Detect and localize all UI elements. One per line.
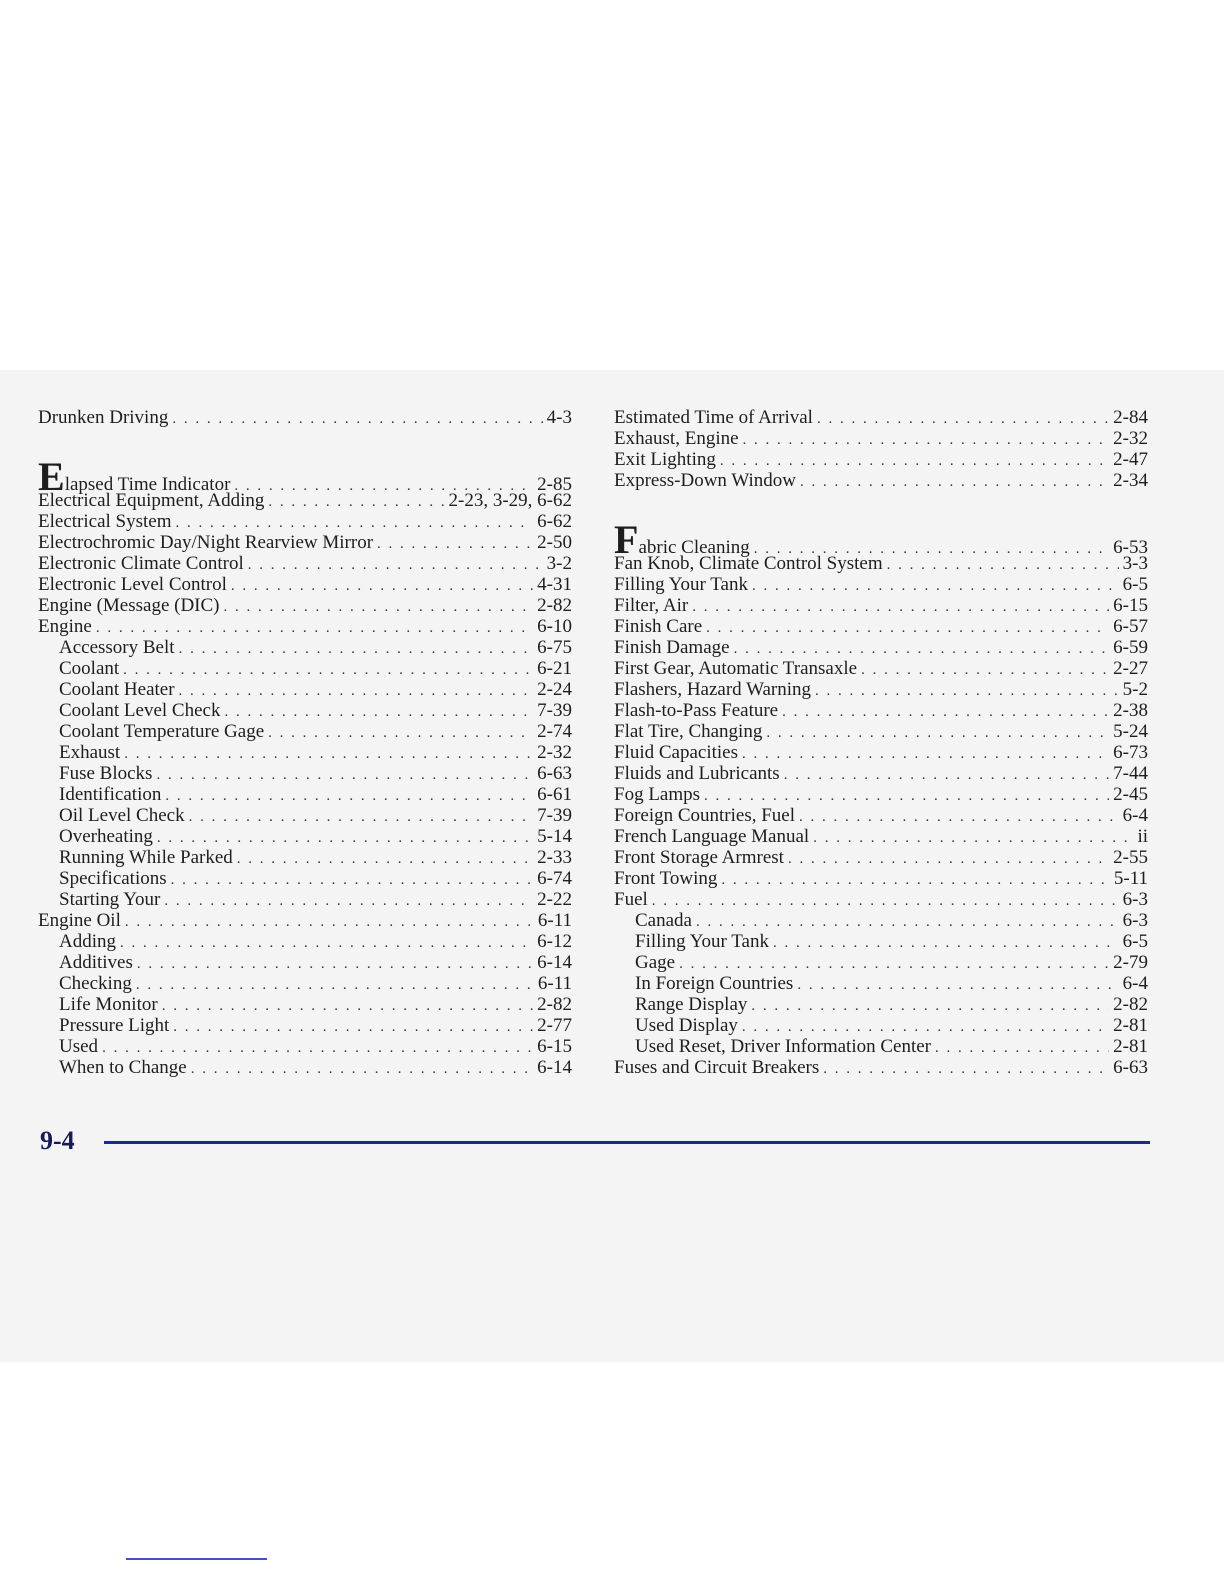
- index-term: Filter, Air: [614, 595, 689, 616]
- index-term: Fog Lamps: [614, 784, 701, 805]
- page-reference: ii: [1137, 826, 1148, 847]
- index-subentry: [38, 952, 572, 973]
- page-reference: 5-2: [1122, 679, 1148, 700]
- index-subentry: [38, 700, 572, 721]
- index-term: Accessory Belt: [59, 637, 175, 658]
- index-subentry: [38, 805, 572, 826]
- index-term: Canada: [635, 910, 692, 931]
- dot-leader: [692, 597, 1109, 618]
- dot-leader: [815, 681, 1119, 702]
- dot-leader: [813, 828, 1133, 849]
- index-subentry: [38, 889, 572, 910]
- index-term: Fluid Capacities: [614, 742, 739, 763]
- index-term: Used: [59, 1036, 99, 1057]
- index-subentry: [38, 826, 572, 847]
- index-subentry: [38, 1015, 572, 1036]
- dot-leader: [797, 975, 1118, 996]
- index-term: Gage: [635, 952, 676, 973]
- page-reference: 6-4: [1122, 973, 1148, 994]
- page-reference: 7-44: [1113, 763, 1148, 784]
- page-reference: 2-32: [1113, 428, 1148, 449]
- dot-leader: [935, 1038, 1109, 1059]
- page-reference: 6-62: [537, 511, 572, 532]
- index-term: Engine Oil: [38, 910, 121, 931]
- index-term: Pressure Light: [59, 1015, 170, 1036]
- page-reference: 2-82: [1113, 994, 1148, 1015]
- index-term: Starting Your: [59, 889, 161, 910]
- index-entry: [614, 637, 1148, 658]
- index-subentry: [38, 721, 572, 742]
- index-entry: [614, 449, 1148, 470]
- index-entry: [38, 407, 572, 428]
- index-term: Finish Damage: [614, 637, 730, 658]
- dot-leader: [704, 786, 1109, 807]
- index-term: Express-Down Window: [614, 470, 797, 491]
- page-reference: 6-5: [1122, 931, 1148, 952]
- index-entry: [38, 490, 572, 511]
- index-entry: [614, 742, 1148, 763]
- index-term: Coolant Temperature Gage: [59, 721, 265, 742]
- dot-leader: [171, 870, 534, 891]
- dot-leader: [696, 912, 1119, 933]
- bottom-rule: [126, 1558, 267, 1560]
- footer-rule: [104, 1141, 1150, 1144]
- page-reference: 6-3: [1122, 910, 1148, 931]
- index-subentry: [38, 679, 572, 700]
- index-term: Used Display: [635, 1015, 738, 1036]
- index-entry: [614, 407, 1148, 428]
- index-subentry: [38, 973, 572, 994]
- page-reference: 6-74: [537, 868, 572, 889]
- page-reference: 2-77: [537, 1015, 572, 1036]
- dot-leader: [231, 576, 533, 597]
- dot-leader: [136, 975, 534, 996]
- index-term: Flat Tire, Changing: [614, 721, 763, 742]
- index-term: Fluids and Lubricants: [614, 763, 780, 784]
- page-reference: 2-32: [537, 742, 572, 763]
- page-reference: 2-55: [1113, 847, 1148, 868]
- page-reference: 6-12: [537, 931, 572, 952]
- index-term: Coolant Level Check: [59, 700, 221, 721]
- page-reference: 6-75: [537, 637, 572, 658]
- index-entry: [38, 574, 572, 595]
- index-entry: [614, 553, 1148, 574]
- dot-leader: [189, 807, 534, 828]
- index-term: Foreign Countries, Fuel: [614, 805, 796, 826]
- index-subentry: [38, 637, 572, 658]
- page-reference: 6-14: [537, 1057, 572, 1078]
- page-reference: 3-3: [1122, 553, 1148, 574]
- index-column-right: [614, 407, 1148, 1078]
- index-term: Engine (Message (DIC): [38, 595, 220, 616]
- page-reference: 5-24: [1113, 721, 1148, 742]
- section-spacer: [38, 428, 572, 457]
- index-term: Exhaust: [59, 742, 121, 763]
- index-term: French Language Manual: [614, 826, 810, 847]
- page-reference: 6-59: [1113, 637, 1148, 658]
- page-reference: 5-11: [1113, 868, 1148, 889]
- index-subentry: [38, 658, 572, 679]
- index-subentry: [614, 994, 1148, 1015]
- index-term: Oil Level Check: [59, 805, 185, 826]
- dot-leader: [137, 954, 533, 975]
- index-entry: [38, 511, 572, 532]
- page-reference: 2-74: [537, 721, 572, 742]
- page-reference: 7-39: [537, 700, 572, 721]
- page-reference: 5-14: [537, 826, 572, 847]
- page-reference: 2-82: [537, 595, 572, 616]
- dot-leader: [224, 702, 533, 723]
- index-term: When to Change: [59, 1057, 187, 1078]
- page-reference: 6-21: [537, 658, 572, 679]
- dot-leader: [96, 618, 533, 639]
- index-term-text: lapsed Time Indicator: [64, 474, 231, 495]
- dot-leader: [164, 891, 533, 912]
- index-subentry: [614, 1036, 1148, 1057]
- index-subentry: [38, 868, 572, 889]
- dot-leader: [800, 472, 1109, 493]
- page-reference: 2-85: [537, 474, 572, 495]
- index-entry: [614, 517, 1148, 562]
- index-entry: [38, 910, 572, 931]
- dot-leader: [861, 660, 1109, 681]
- dot-leader: [721, 870, 1110, 891]
- page-reference: 2-33: [537, 847, 572, 868]
- dot-leader: [175, 513, 533, 534]
- page-reference: 2-23, 3-29, 6-62: [448, 490, 572, 511]
- index-term: Additives: [59, 952, 133, 973]
- dot-leader: [172, 409, 542, 430]
- index-entry: [614, 763, 1148, 784]
- index-subentry: [614, 910, 1148, 931]
- index-entry: [38, 553, 572, 574]
- index-term: Fan Knob, Climate Control System: [614, 553, 883, 574]
- dot-leader: [157, 828, 533, 849]
- dot-leader: [751, 996, 1109, 1017]
- page-reference: 2-79: [1113, 952, 1148, 973]
- dot-leader: [734, 639, 1110, 660]
- index-term: Front Towing: [614, 868, 718, 889]
- page-reference: 2-45: [1113, 784, 1148, 805]
- dot-leader: [799, 807, 1119, 828]
- page-reference: 6-11: [537, 910, 572, 931]
- index-subentry: [38, 742, 572, 763]
- index-term: Fuel: [614, 889, 648, 910]
- index-term: Filling Your Tank: [635, 931, 769, 952]
- page-reference: 2-50: [537, 532, 572, 553]
- index-term: Front Storage Armrest: [614, 847, 784, 868]
- index-term: Finish Care: [614, 616, 703, 637]
- page-reference: 4-3: [546, 407, 572, 428]
- page-reference: 2-27: [1113, 658, 1148, 679]
- index-entry: [614, 805, 1148, 826]
- index-term: Estimated Time of Arrival: [614, 407, 813, 428]
- index-term: Exit Lighting: [614, 449, 716, 470]
- dot-leader: [679, 954, 1109, 975]
- index-entry: [614, 658, 1148, 679]
- dot-leader: [377, 534, 533, 555]
- dot-leader: [742, 1017, 1109, 1038]
- section-letter: F: [614, 517, 639, 562]
- index-subentry: [38, 763, 572, 784]
- dot-leader: [652, 891, 1119, 912]
- index-subentry: [614, 973, 1148, 994]
- index-entry: [614, 826, 1148, 847]
- index-term: Overheating: [59, 826, 153, 847]
- page-reference: 6-3: [1122, 889, 1148, 910]
- index-entry: [614, 700, 1148, 721]
- page-reference: 6-10: [537, 616, 572, 637]
- index-subentry: [614, 931, 1148, 952]
- page-reference: 3-2: [546, 553, 572, 574]
- index-entry: [614, 1057, 1148, 1078]
- page-reference: 2-34: [1113, 470, 1148, 491]
- index-term: Flash-to-Pass Feature: [614, 700, 779, 721]
- page-reference: 6-5: [1122, 574, 1148, 595]
- page-reference: 6-63: [537, 763, 572, 784]
- index-entry: [614, 721, 1148, 742]
- index-term: Fuses and Circuit Breakers: [614, 1057, 820, 1078]
- index-entry: [614, 595, 1148, 616]
- index-term: Fuse Blocks: [59, 763, 153, 784]
- index-term: Exhaust, Engine: [614, 428, 739, 449]
- index-subentry: [38, 931, 572, 952]
- dot-leader: [173, 1017, 533, 1038]
- index-entry: [614, 470, 1148, 491]
- page-reference: 2-22: [537, 889, 572, 910]
- dot-leader: [817, 409, 1109, 430]
- page-reference: 6-15: [537, 1036, 572, 1057]
- index-column-left: [38, 407, 572, 1078]
- index-subentry: [38, 784, 572, 805]
- dot-leader: [191, 1059, 533, 1080]
- index-entry: [614, 847, 1148, 868]
- index-term: Adding: [59, 931, 116, 952]
- page-reference: 6-4: [1122, 805, 1148, 826]
- page-reference: 2-24: [537, 679, 572, 700]
- dot-leader: [788, 849, 1109, 870]
- dot-leader: [165, 786, 533, 807]
- index-subentry: [38, 1036, 572, 1057]
- dot-leader: [179, 681, 534, 702]
- dot-leader: [156, 765, 533, 786]
- index-term: Engine: [38, 616, 92, 637]
- index-entry: [614, 889, 1148, 910]
- index-subentry: [38, 994, 572, 1015]
- dot-leader: [179, 639, 534, 660]
- page-reference: 6-61: [537, 784, 572, 805]
- index-entry: [38, 616, 572, 637]
- dot-leader: [120, 933, 533, 954]
- dot-leader: [706, 618, 1109, 639]
- dot-leader: [784, 765, 1109, 786]
- index-entry: [614, 868, 1148, 889]
- index-entry: [38, 532, 572, 553]
- page-reference: 2-81: [1113, 1015, 1148, 1036]
- section-spacer: [614, 491, 1148, 520]
- index-term: Drunken Driving: [38, 407, 169, 428]
- index-term: Electrical Equipment, Adding: [38, 490, 265, 511]
- dot-leader: [248, 555, 543, 576]
- dot-leader: [224, 597, 534, 618]
- section-letter: E: [38, 454, 65, 499]
- dot-leader: [766, 723, 1109, 744]
- index-term: Filling Your Tank: [614, 574, 748, 595]
- index-entry: [38, 454, 572, 499]
- index-entry: [614, 428, 1148, 449]
- page-reference: 4-31: [537, 574, 572, 595]
- index-term-text: abric Cleaning: [638, 537, 750, 558]
- dot-leader: [237, 849, 533, 870]
- page-reference: 2-82: [537, 994, 572, 1015]
- index-entry: [614, 784, 1148, 805]
- index-term: Identification: [59, 784, 162, 805]
- index-subentry: [38, 847, 572, 868]
- index-subentry: [614, 1015, 1148, 1036]
- index-entry: [614, 574, 1148, 595]
- dot-leader: [123, 660, 533, 681]
- index-term: Used Reset, Driver Information Center: [635, 1036, 931, 1057]
- index-term: Life Monitor: [59, 994, 158, 1015]
- page-reference: 2-81: [1113, 1036, 1148, 1057]
- dot-leader: [782, 702, 1109, 723]
- index-term: Coolant: [59, 658, 120, 679]
- page-reference: 6-14: [537, 952, 572, 973]
- page-reference: 6-63: [1113, 1057, 1148, 1078]
- dot-leader: [124, 744, 533, 765]
- dot-leader: [742, 744, 1109, 765]
- page-reference: 6-11: [537, 973, 572, 994]
- index-term: Coolant Heater: [59, 679, 175, 700]
- index-term: Checking: [59, 973, 132, 994]
- page-reference: 2-38: [1113, 700, 1148, 721]
- index-entry: [38, 595, 572, 616]
- index-term: Electrical System: [38, 511, 172, 532]
- index-subentry: [614, 952, 1148, 973]
- dot-leader: [268, 492, 444, 513]
- dot-leader: [125, 912, 534, 933]
- dot-leader: [720, 451, 1109, 472]
- index-subentry: [38, 1057, 572, 1078]
- index-term: In Foreign Countries: [635, 973, 794, 994]
- dot-leader: [773, 933, 1119, 954]
- page-reference: 6-53: [1113, 537, 1148, 558]
- page-reference: 2-47: [1113, 449, 1148, 470]
- index-term: Specifications: [59, 868, 167, 889]
- page-reference: 6-15: [1113, 595, 1148, 616]
- index-entry: [614, 616, 1148, 637]
- index-term: Running While Parked: [59, 847, 233, 868]
- index-term: Electronic Level Control: [38, 574, 227, 595]
- dot-leader: [887, 555, 1119, 576]
- index-entry: [614, 679, 1148, 700]
- dot-leader: [752, 576, 1119, 597]
- index-term: Electronic Climate Control: [38, 553, 244, 574]
- page-reference: 7-39: [537, 805, 572, 826]
- index-term: First Gear, Automatic Transaxle: [614, 658, 858, 679]
- index-term: Range Display: [635, 994, 748, 1015]
- dot-leader: [823, 1059, 1109, 1080]
- index-term: Flashers, Hazard Warning: [614, 679, 812, 700]
- page-number: 9-4: [40, 1126, 75, 1155]
- dot-leader: [743, 430, 1110, 451]
- page-reference: 6-73: [1113, 742, 1148, 763]
- dot-leader: [162, 996, 533, 1017]
- dot-leader: [102, 1038, 533, 1059]
- page-reference: 2-84: [1113, 407, 1148, 428]
- page-reference: 6-57: [1113, 616, 1148, 637]
- dot-leader: [268, 723, 533, 744]
- index-term: Electrochromic Day/Night Rearview Mirror: [38, 532, 374, 553]
